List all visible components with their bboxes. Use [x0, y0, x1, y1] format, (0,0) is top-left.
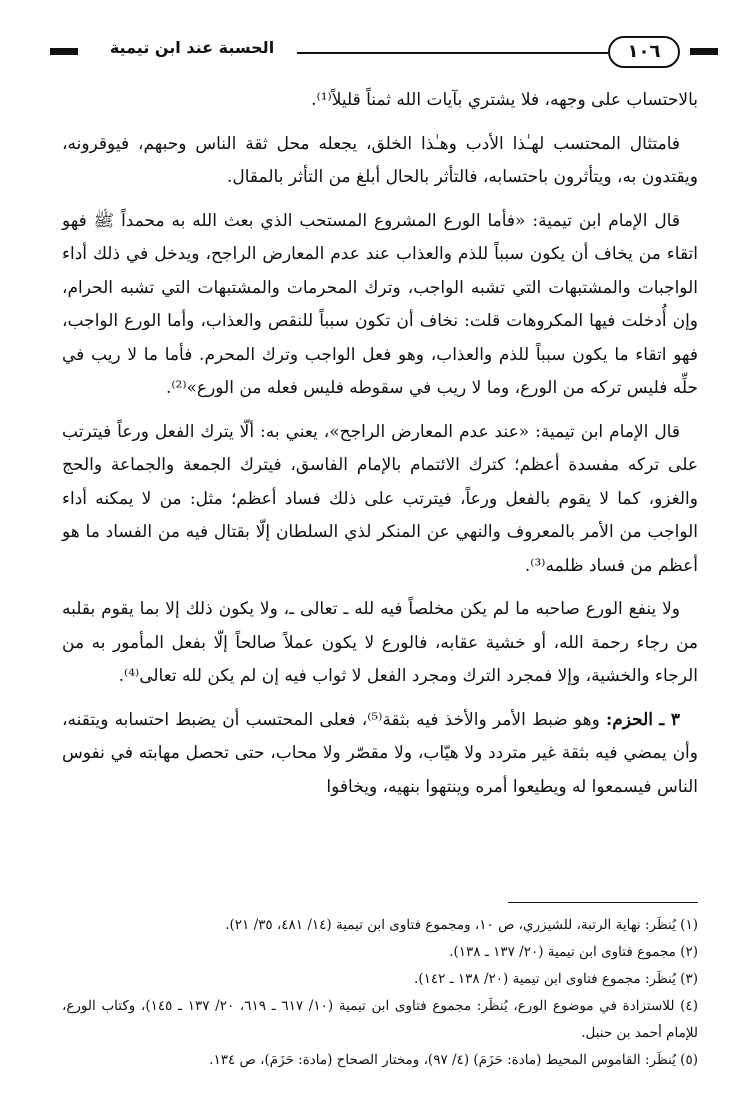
- footnote-4: (٤) للاستزادة في موضوع الورع، يُنظَر: مجموع فتاوى ابن تيمية (١٠/ ٦١٧ ـ ٦١٩، ٢٠/ ١٣٧ ـ ١٤٥)، وكتاب الورع، للإمام أحمد بن حنبل.: [62, 998, 698, 1041]
- footnote-separator: [508, 902, 698, 903]
- paragraph-4: قال الإمام ابن تيمية: «عند عدم المعارض الراجح»، يعني به: ألّا يترك الفعل ورعاً فيترتب على تركه مفسدة أعظم؛ كترك الائتمام بالإمام الفاسق، فيترك الجمعة والجماعة والحج والغزو، كما لا يقوم بالفعل ورعاً، فيترتب على ذلك فساد أعظم؛ مثل: من لا يمكنه أداء الواجب من الأمر بالمعروف والنهي عن المنكر لذي السلطان إلّا بقتال فيه من الفساد ما هو أعظم من فساد ظلمه⁽³⁾.: [62, 421, 698, 576]
- running-title: الحسبة عند ابن تيمية: [109, 38, 275, 57]
- section-number: ٣ ـ: [659, 709, 681, 730]
- header-ornament-left: [50, 48, 78, 55]
- header-rule: [297, 52, 608, 54]
- main-text: [62, 84, 698, 814]
- footnote-2: (٢) مجموع فتاوى ابن تيمية (٢٠/ ١٣٧ ـ ١٣٨).: [449, 944, 698, 960]
- footnotes: [62, 912, 698, 1074]
- paragraph-3: قال الإمام ابن تيمية: «فأما الورع المشروع المستحب الذي بعث الله به محمداً ﷺ فهو اتقاء من يخاف أن يكون سبباً للذم والعذاب عند عدم المعارض الراجح، ويدخل في ذلك أداء الواجبات والمشتبهات التي تشبه الواجب، وترك المحرمات والمشتبهات التي تشبه الحرام، وإن أُدخلت فيها المكروهات قلت: نخاف أن تكون سبباً للنقص والعذاب، وأما الورع الواجب، فهو اتقاء ما يكون سبباً للذم والعذاب، وهو فعل الواجب وترك المحرم. فأما ما لا ريب في حلِّه فليس تركه من الورع، وما لا ريب في سقوطه فليس فعله من الورع»⁽²⁾.: [62, 210, 698, 398]
- paragraph-1: بالاحتساب على وجهه، فلا يشتري بآيات الله ثمناً قليلاً⁽¹⁾.: [311, 90, 698, 110]
- section-title: الحزم:: [605, 709, 654, 730]
- page-number: ١٠٦: [608, 36, 680, 68]
- section-paragraph: [62, 704, 698, 805]
- header-ornament-right: [690, 48, 718, 55]
- section-text: وهو ضبط الأمر والأخذ فيه بثقة⁽⁵⁾، فعلى المحتسب أن يضبط احتسابه ويتقنه، وأن يمضي فيه بثقة غير متردد ولا هيّاب، ولا مقصّر ولا محاب، حتى تحصل مهابته في نفوس الناس فيسمعوا له ويطيعوا أمره وينتهوا بنهيه، ويخافوا: [62, 709, 698, 797]
- footnote-5: (٥) يُنظَر: القاموس المحيط (مادة: حَزَمَ) (٤/ ٩٧)، ومختار الصحاح (مادة: حَزَمَ)، ص ١٣٤.: [209, 1052, 698, 1068]
- running-header: [50, 36, 718, 70]
- footnote-3: (٣) يُنظَر: مجموع فتاوى ابن تيمية (٢٠/ ١٣٨ ـ ١٤٢).: [414, 971, 698, 987]
- footnote-1: (١) يُنظَر: نهاية الرتبة، للشيزري، ص ١٠، ومجموع فتاوى ابن تيمية (١٤/ ٤٨١، ٣٥/ ٢١).: [225, 917, 698, 933]
- paragraph-5: ولا ينفع الورع صاحبه ما لم يكن مخلصاً فيه لله ـ تعالى ـ، ولا يكون ذلك إلا بما يقوم بقلبه من رجاء رحمة الله، أو خشية عقابه، فالورع لا يكون عملاً صالحاً إلّا بفعل المأمور به من الرجاء والخشية، وإلا فمجرد الترك ومجرد الفعل لا ثواب فيه إن لم يكن لله تعالى⁽⁴⁾.: [62, 599, 698, 686]
- paragraph-2: فامتثال المحتسب لهـٰذا الأدب وهـٰذا الخلق، يجعله محل ثقة الناس وحبهم، فيوقرونه، ويقتدون به، ويتأثرون باحتسابه، فالتأثر بالحال أبلغ من التأثر بالمقال.: [62, 133, 698, 187]
